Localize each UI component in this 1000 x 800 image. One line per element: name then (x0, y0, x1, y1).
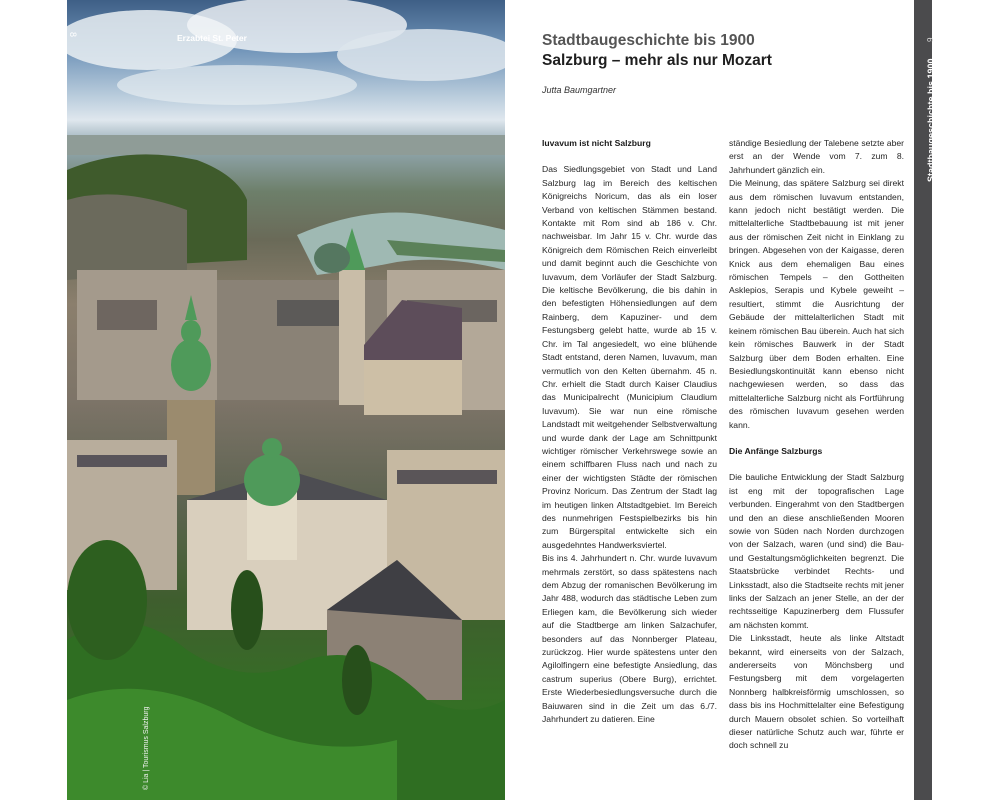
paragraph: Die bauliche Entwicklung der Stadt Salzburg ist eng mit der topografischen Lage verbunden. Eingerahmt von den Stadtbergen und den an diese anschließenden Mooren sowie von Süden nach Norden durchzogen von der Salzach, waren (und sind) die Bau- und Gestaltungsmöglichkeiten begrenzt. Die Staatsbrücke verbindet Rechts- und Linksstadt, also die Stadtseite rechts mit jener links der Salzach an jener Stelle, an der der rechtsseitige Kapuzinerberg dem Flussufer am nächsten kommt. (729, 472, 904, 630)
paragraph: Bis ins 4. Jahrhundert n. Chr. wurde Iuvavum mehrmals zerstört, so dass spätestens nach dem Abzug der romanischen Bevölkerung im Jahr 488, wodurch das städtische Leben zum Erliegen kam, die Bevölkerung sich wieder auf die Stadtberge am linken Salzachufer, besonders auf das Nonnberger Plateau, zurückzog. Hier wurde spätestens unter den Agilolfingern eine befestigte Ansiedlung, das castrum superius (Obere Burg), errichtet. Erste Wiederbesiedlungsversuche durch die Baiuwaren sind in die Zeit um das 6./7. Jahrhundert zu datieren. Eine (542, 553, 717, 725)
photo-caption: Erzabtei St. Peter (177, 33, 247, 43)
author-name: Jutta Baumgartner (542, 85, 617, 95)
section-heading: Die Anfänge Salzburgs (729, 445, 823, 456)
section-heading: Iuvavum ist nicht Salzburg (542, 138, 651, 148)
photo-credit: © Lia | Tourismus Salzburg (143, 706, 150, 790)
chapter-sidebar-label: Stadtbaugeschichte bis 1900 (926, 58, 936, 182)
left-page-number: 8 (68, 32, 78, 38)
text-column-right (729, 137, 904, 753)
paragraph: Das Siedlungsgebiet von Stadt und Land Salzburg lag im Bereich des keltischen Königreichs Noricum, das als ein loser Verband von keltischen Stämmen bestand. Kontakte mit Rom sind ab 186 v. Chr. nachweisbar. Im Jahr 15 v. Chr. wurde das Königreich dem Römischen Reich einverleibt und damit beginnt auch die Geschichte von Iuvavum, dem Vorläufer der Stadt Salzburg. Die keltische Bevölkerung, die bis dahin in den befestigten Höhensiedlungen auf dem Rainberg, dem Kapuziner- und dem Festungsberg gelebt hatte, wurde ab 15 v. Chr. im Tal angesiedelt, wo eine blühende Stadt entstand, deren Namen, Iuvavum, man vermutlich von den Kelten übernahm. 45 n. Chr. erhielt die Stadt durch Kaiser Claudius das Municipalrecht (Municipium Claudium Iuvavum). Sie war nun eine römische Landstadt mit weitgehender Selbstverwaltung und wurde dank der Lage am Schnittpunkt wichtiger römischer Verkehrswege sowie an einem schiffbaren Fluss nach und nach zu einer der wichtigsten Städte der römischen Provinz Noricum. Das Zentrum der Stadt lag im heutigen linken Altstadtgebiet. Im Bereich des nunmehrigen Festspielbezirks bis hin zum Bürgerspital entwickelte sich ein ausgedehntes Handwerksviertel. (542, 164, 717, 550)
paragraph: Die Linksstadt, heute als linke Altstadt bekannt, wird einerseits von der Salzach, andererseits von Mönchsberg und Festungsberg mit dem vorgelagerten Nonnberg halbkreisförmig umschlossen, so dass bis ins Hochmittelalter eine Befestigung durch Mauern obsolet schien. So vorteilhaft dieser natürliche Schutz auch war, führte er doch schnell zu (729, 633, 904, 751)
page-title: Salzburg – mehr als nur Mozart (542, 52, 772, 69)
text-column-left (542, 137, 717, 726)
paragraph: ständige Besiedlung der Talebene setzte aber erst an der Wende vom 7. zum 8. Jahrhundert gänzlich ein. (729, 138, 904, 175)
paragraph: Die Meinung, das spätere Salzburg sei direkt aus dem römischen Iuvavum entstanden, kann jedoch nicht bestätigt werden. Die mittelalterliche Stadtbebauung ist mit jener aus der römischen Zeit nicht in Einklang zu bringen. Abgesehen von der Kaigasse, deren Knick aus dem ehemaligen Bau eines römischen Tempels – den Gottheiten Asklepios, Serapis und Kybele geweiht – resultiert, stimmt die Ausrichtung der Gebäude der mittelalterlichen Stadt mit keinem römischen Bau überein. Auch hat sich kein römisches Bauwerk in der Stadt Salzburg über dem Boden erhalten. Eine Besiedlungskontinuität kann ebenso nicht nachgewiesen werden, so dass das mittelalterliche Salzburg nicht als Fortführung des römischen Iuvavum gesehen werden kann. (729, 178, 904, 430)
salzburg-panorama-illustration (67, 0, 505, 800)
section-kicker: Stadtbaugeschichte bis 1900 (542, 32, 755, 49)
right-page-number: 9 (926, 37, 935, 42)
city-photo (67, 0, 505, 800)
